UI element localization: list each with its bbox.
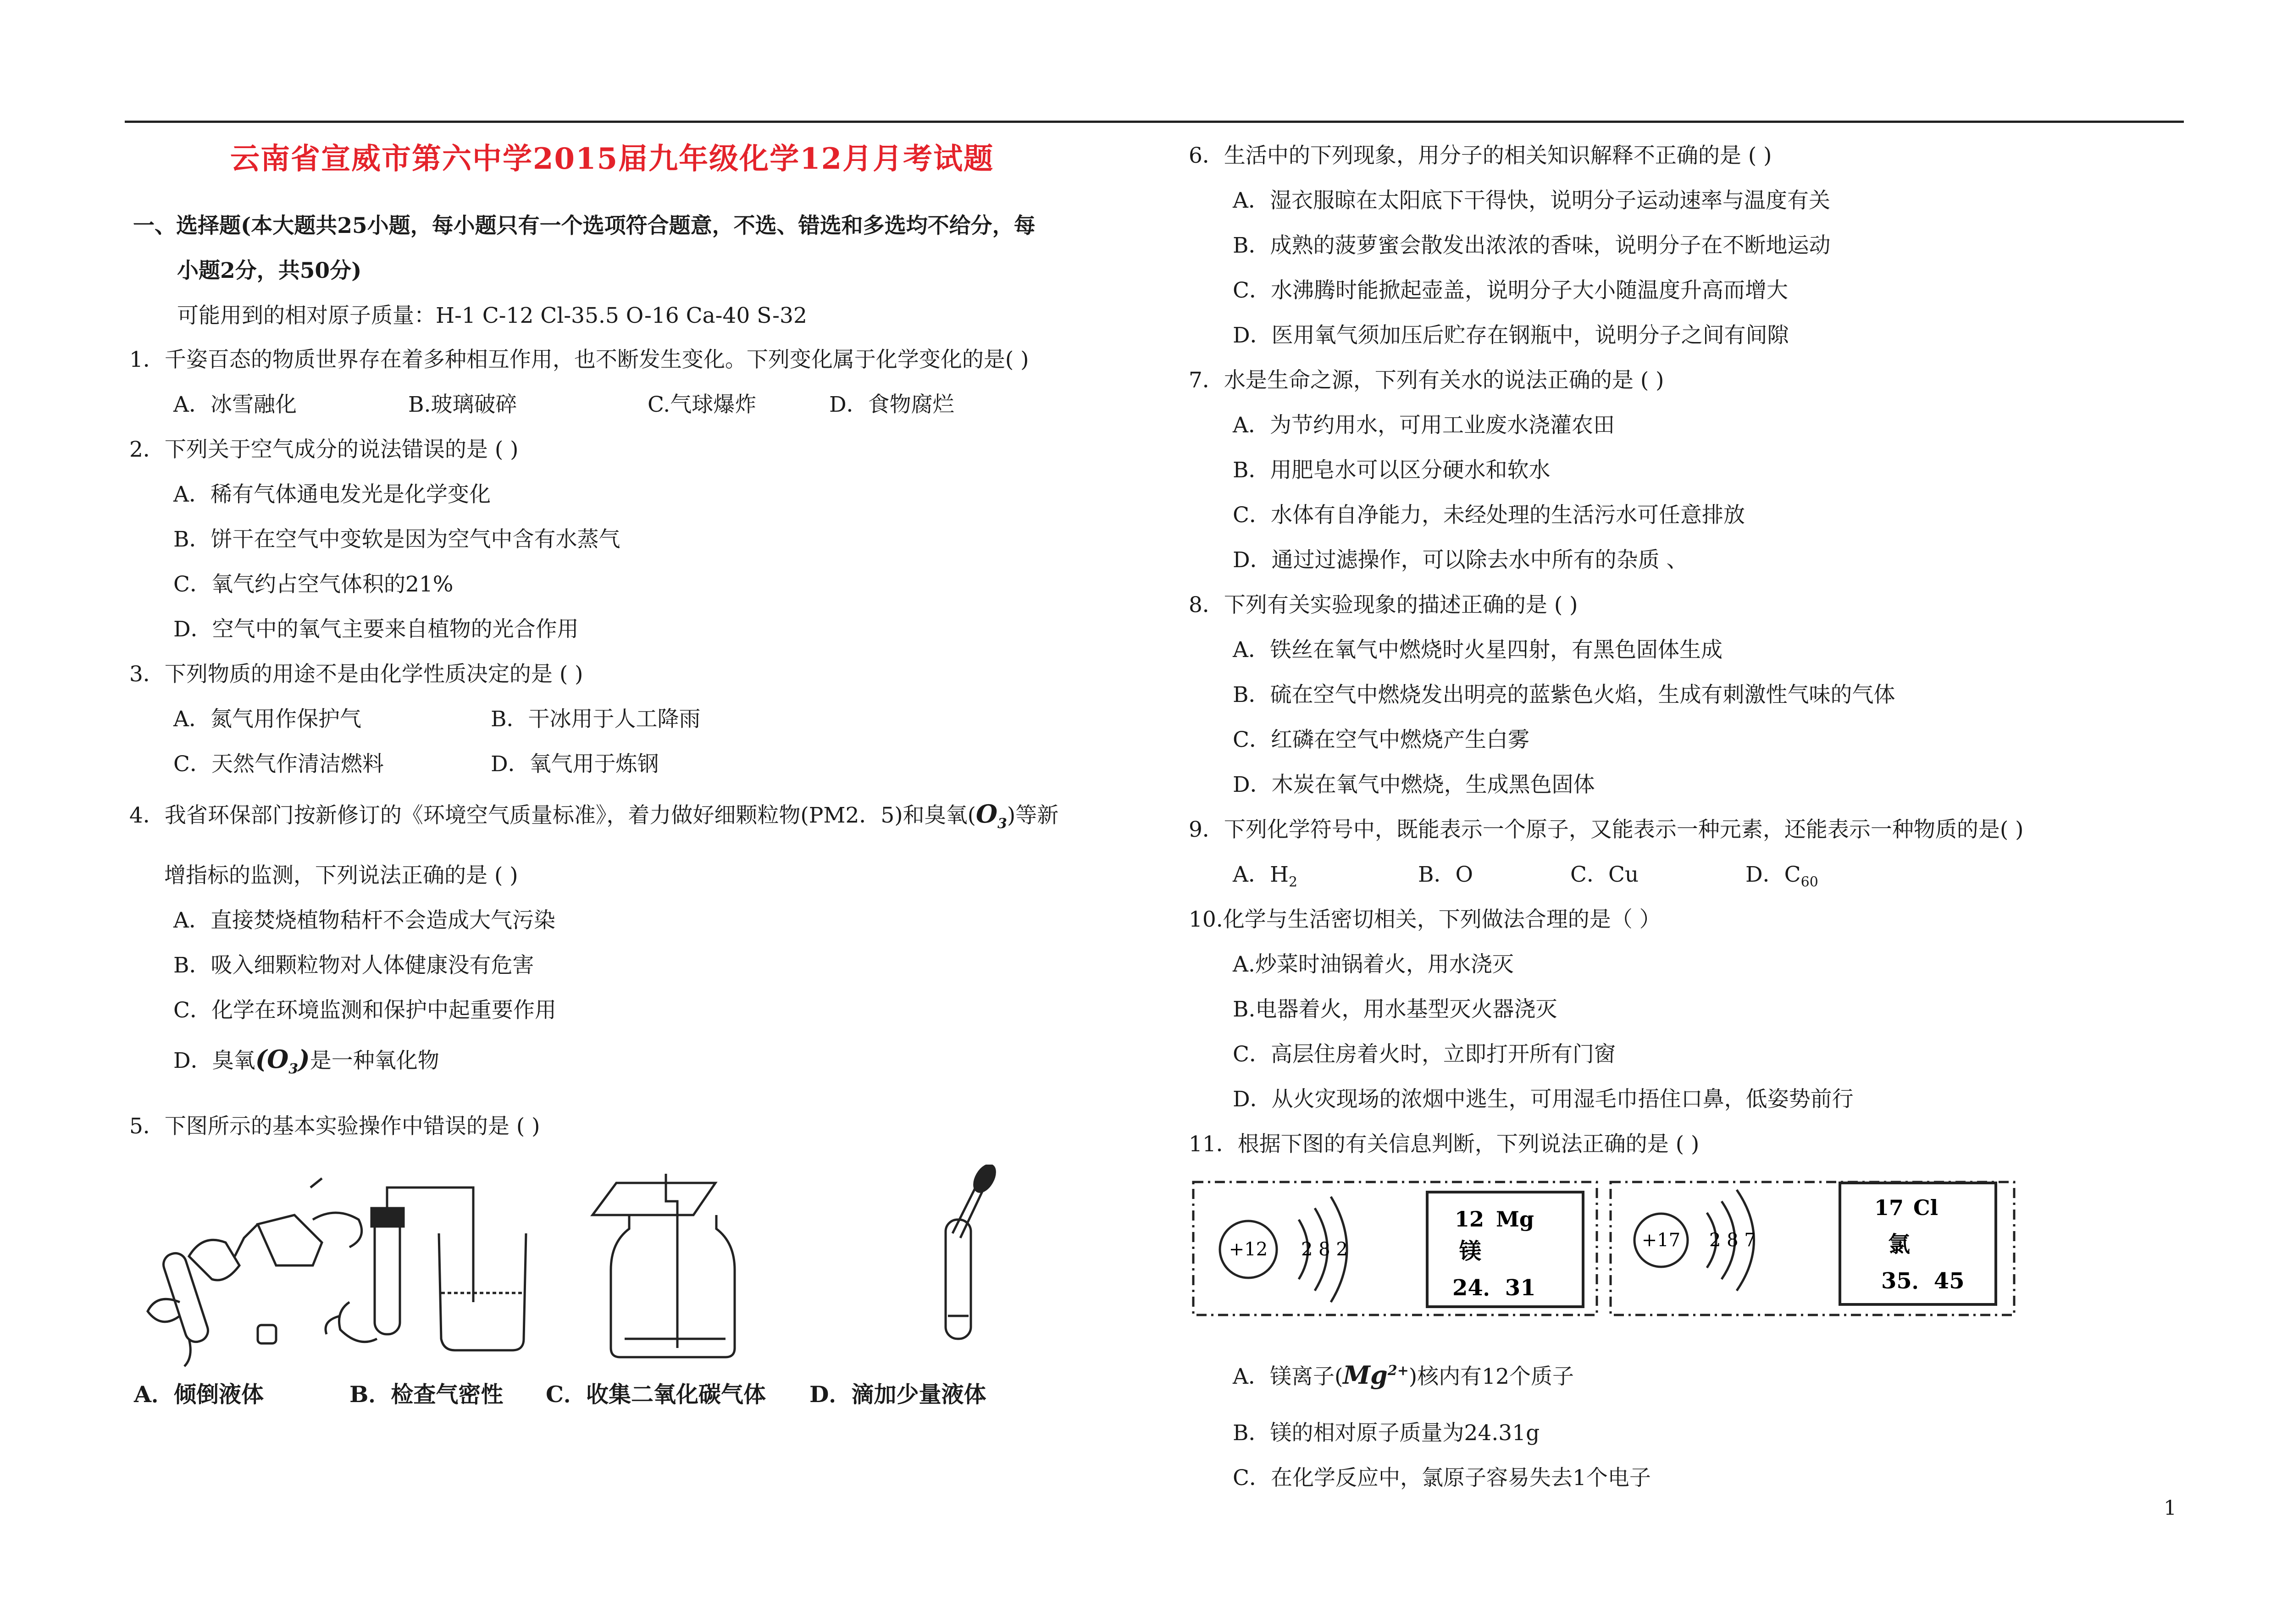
cl-nucleus: +17 (1641, 1230, 1681, 1251)
q10-option-b: B.电器着火，用水基型灭火器浇灭 (1233, 997, 1557, 1022)
q8-option-d: D．木炭在氧气中燃烧，生成黑色固体 (1233, 772, 1595, 797)
q5-label-b: B．检查气密性 (349, 1381, 504, 1408)
q6-option-b: B．成熟的菠萝蜜会散发出浓浓的香味，说明分子在不断地运动 (1233, 233, 1831, 258)
q2-stem: 2．下列关于空气成分的说法错误的是 ( ) (129, 437, 519, 462)
q1-option-a: A．冰雪融化 (173, 392, 297, 417)
q7-option-d: D．通过过滤操作，可以除去水中所有的杂质 、 (1233, 547, 1688, 573)
q4-option-c: C．化学在环境监测和保护中起重要作用 (173, 998, 556, 1023)
page-number: 1 (2164, 1497, 2177, 1520)
cl-name: 氯 (1888, 1232, 1911, 1257)
section-heading: 一、选择题(本大题共25小题，每小题只有一个选项符合题意，不选、错选和多选均不给分，每 (133, 213, 1036, 238)
mg-symbol: Mg (1496, 1207, 1534, 1232)
mg-mass: 24．31 (1452, 1275, 1536, 1301)
q5-label-c: C．收集二氧化碳气体 (546, 1381, 766, 1408)
q10-stem: 10.化学与生活密切相关，下列做法合理的是（ ） (1189, 907, 1661, 932)
q4-option-d (173, 1045, 439, 1083)
q11-stem: 11．根据下图的有关信息判断，下列说法正确的是 ( ) (1189, 1132, 1700, 1157)
q6-option-a: A．湿衣服晾在太阳底下干得快，说明分子运动速率与温度有关 (1233, 188, 1830, 213)
q10-option-a: A.炒菜时油锅着火，用水浇灭 (1233, 952, 1514, 977)
ozone-formula-d: $(O_3)$ (255, 1044, 310, 1077)
q3-option-b: B．干冰用于人工降雨 (491, 707, 701, 732)
q8-stem: 8．下列有关实验现象的描述正确的是 ( ) (1189, 592, 1578, 618)
section-heading-cont: 小题2分，共50分) (177, 258, 362, 283)
q1-stem: 1．千姿百态的物质世界存在着多种相互作用，也不断发生变化。下列变化属于化学变化的是( ) (129, 347, 1029, 372)
q10-option-d: D．从火灾现场的浓烟中逃生，可用湿毛巾捂住口鼻，低姿势前行 (1233, 1087, 1854, 1112)
q9-option-a-text: A．H (1233, 862, 1289, 887)
q8-option-c: C．红磷在空气中燃烧产生白雾 (1233, 727, 1529, 752)
cl-symbol: Cl (1913, 1195, 1939, 1220)
q3-stem: 3．下列物质的用途不是由化学性质决定的是 ( ) (129, 662, 583, 687)
cl-shells: 2 8 7 (1709, 1230, 1756, 1251)
ozone-sub-d: 3 (288, 1061, 299, 1077)
q9-option-d-sub: 60 (1800, 874, 1818, 890)
co2-collection-drawing (593, 1174, 735, 1357)
q3-option-a: A．氮气用作保护气 (173, 707, 361, 732)
q7-option-c: C．水体有自净能力，未经处理的生活污水可任意排放 (1233, 503, 1745, 528)
q6-stem: 6．生活中的下列现象，用分子的相关知识解释不正确的是 ( ) (1189, 143, 1772, 168)
page-title: 云南省宣威市第六中学2015届九年级化学12月月考试题 (230, 142, 994, 176)
q9-option-b: B．O (1418, 862, 1473, 887)
q11-option-a-part2: )核内有12个质子 (1408, 1364, 1574, 1389)
dropper-drawing (946, 1165, 999, 1339)
q4-stem-part1: 4．我省环保部门按新修订的《环境空气质量标准》，着力做好细颗粒物(PM2．5)和臭氧( (129, 803, 976, 828)
q1-option-c: C.气球爆炸 (648, 392, 757, 417)
ozone-o-d: O (267, 1044, 289, 1074)
q4-stem-line2: 增指标的监测，下列说法正确的是 ( ) (164, 863, 518, 888)
q5-figures (120, 1165, 1129, 1375)
q9-option-c: C．Cu (1570, 862, 1639, 887)
q5-stem: 5．下图所示的基本实验操作中错误的是 ( ) (129, 1114, 540, 1139)
atomic-masses: 可能用到的相对原子质量：H-1 C-12 Cl-35.5 O-16 Ca-40 S-32 (177, 303, 807, 328)
ozone-sub: 3 (997, 815, 1007, 832)
mg-name: 镁 (1459, 1238, 1482, 1264)
q9-option-a-sub: 2 (1288, 874, 1298, 890)
q11-atom-figure (1189, 1178, 2033, 1320)
mg-ion-charge: 2+ (1387, 1363, 1409, 1379)
q11-option-a (1233, 1357, 1574, 1391)
q9-option-a (1233, 861, 1297, 896)
q8-option-b: B．硫在空气中燃烧发出明亮的蓝紫色火焰，生成有刺激性气味的气体 (1233, 682, 1895, 707)
q4-option-d-part2: 是一种氧化物 (310, 1048, 439, 1073)
q6-option-c: C．水沸腾时能掀起壶盖，说明分子大小随温度升高而增大 (1233, 278, 1788, 303)
q4-option-a: A．直接焚烧植物秸杆不会造成大气污染 (173, 908, 555, 933)
q2-option-c: C．氧气约占空气体积的21% (173, 572, 454, 597)
cl-number: 17 (1874, 1195, 1904, 1220)
mg-number: 12 (1455, 1207, 1484, 1232)
q3-option-c: C．天然气作清洁燃料 (173, 751, 384, 777)
q9-option-d (1745, 861, 1818, 896)
q5-label-d: D．滴加少量液体 (809, 1381, 986, 1408)
mg-nucleus: +12 (1229, 1239, 1268, 1260)
ozone-o: O (975, 799, 998, 829)
q4-option-b: B．吸入细颗粒物对人体健康没有危害 (173, 953, 534, 978)
q9-option-d-text: D．C (1745, 862, 1801, 887)
q6-option-d: D．医用氧气须加压后贮存在钢瓶中，说明分子之间有间隙 (1233, 323, 1789, 348)
q10-option-c: C．高层住房着火时，立即打开所有门窗 (1233, 1042, 1616, 1067)
q2-option-d: D．空气中的氧气主要来自植物的光合作用 (173, 617, 579, 642)
mg-ion-formula (1343, 1360, 1409, 1390)
q11-option-b: B．镁的相对原子质量为24.31g (1233, 1420, 1540, 1446)
pouring-liquid-drawing (148, 1178, 362, 1366)
q7-option-a: A．为节约用水，可用工业废水浇灌农田 (1233, 413, 1615, 438)
q11-option-c: C．在化学反应中，氯原子容易失去1个电子 (1233, 1465, 1651, 1491)
q7-option-b: B．用肥皂水可以区分硬水和软水 (1233, 458, 1551, 483)
q4-option-d-part1: D．臭氧 (173, 1048, 255, 1073)
q2-option-a: A．稀有气体通电发光是化学变化 (173, 482, 491, 507)
q4-stem (129, 800, 1058, 838)
q7-stem: 7．水是生命之源，下列有关水的说法正确的是 ( ) (1189, 368, 1664, 393)
q2-option-b: B．饼干在空气中变软是因为空气中含有水蒸气 (173, 527, 620, 552)
q11-option-a-part1: A．镁离子( (1233, 1364, 1343, 1389)
mg-ion-symbol: Mg (1343, 1360, 1388, 1390)
header-rule (125, 121, 2184, 123)
airtightness-drawing (326, 1188, 526, 1350)
ozone-formula (975, 799, 1007, 832)
cl-mass: 35．45 (1881, 1268, 1965, 1294)
q9-stem: 9．下列化学符号中，既能表示一个原子，又能表示一种元素，还能表示一种物质的是( ) (1189, 817, 2024, 842)
q4-stem-part2: )等新 (1007, 803, 1059, 828)
q1-option-b: B.玻璃破碎 (408, 392, 517, 417)
q3-option-d: D．氧气用于炼钢 (491, 751, 659, 777)
mg-shells: 2 8 2 (1301, 1239, 1348, 1260)
q1-option-d: D．食物腐烂 (829, 392, 954, 417)
q5-label-a: A．倾倒液体 (134, 1381, 264, 1408)
q8-option-a: A．铁丝在氧气中燃烧时火星四射，有黑色固体生成 (1233, 637, 1723, 663)
